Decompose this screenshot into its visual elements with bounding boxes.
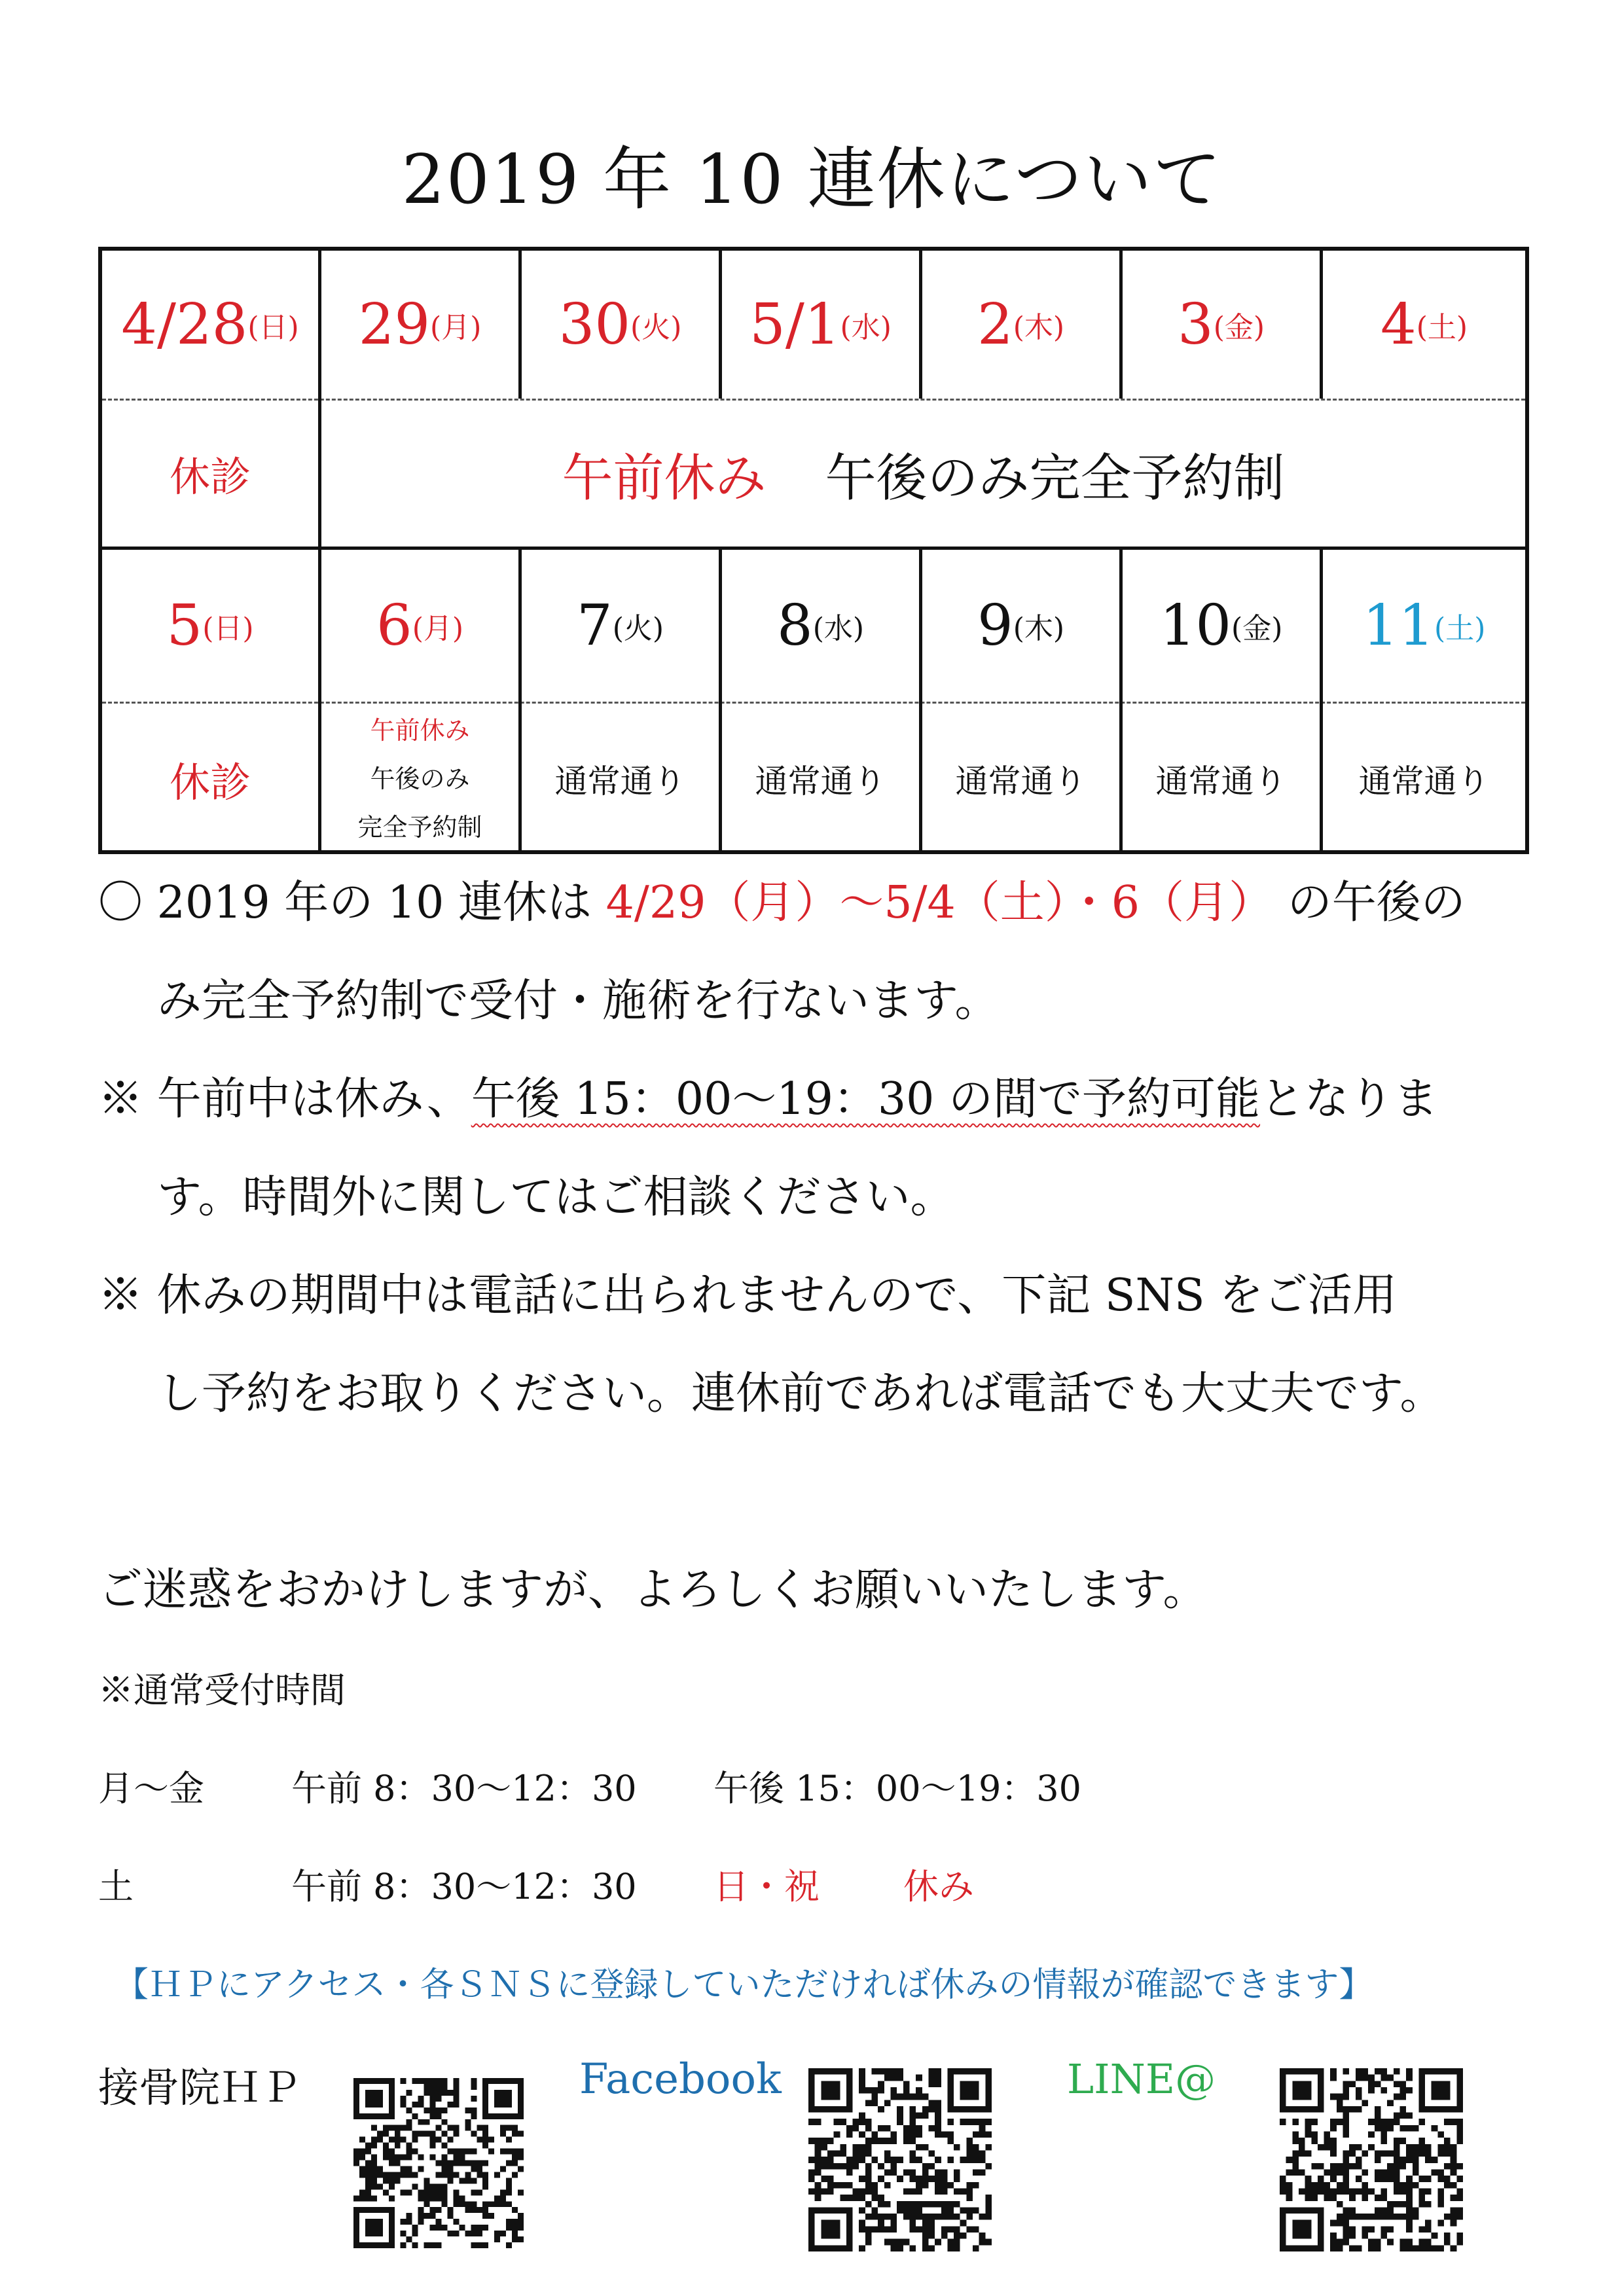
weekday-pm-hours: 午後 15：00〜19：30 <box>713 1768 1082 1809</box>
date-number: 11 <box>1362 593 1435 658</box>
normal-status: 通常通り <box>1358 762 1490 800</box>
date-number: 2 <box>977 292 1013 357</box>
partial-day-status <box>321 704 518 854</box>
weekday-label: (土) <box>1434 612 1486 645</box>
date-number: 8 <box>776 593 813 658</box>
date-number: 9 <box>977 593 1013 658</box>
date-number: 29 <box>358 292 431 357</box>
weekday-am-hours: 午前 8：30〜12：30 <box>291 1768 637 1809</box>
saturday-am-hours: 午前 8：30〜12：30 <box>291 1866 637 1907</box>
note-2-line-1 <box>98 1073 1438 1126</box>
weekday-label: (木) <box>1013 311 1065 344</box>
date-cell <box>1123 550 1320 702</box>
date-cell <box>1323 251 1525 399</box>
holiday-status: 休み <box>903 1866 974 1907</box>
line-qr-code[interactable] <box>1280 2068 1463 2251</box>
date-cell <box>922 550 1119 702</box>
weekday-label: 月〜金 <box>98 1768 204 1809</box>
access-banner: 【ＨＰにアクセス・各ＳＮＳに登録していただければ休みの情報が確認できます】 <box>115 1965 1373 2005</box>
pm-reserve-label: 午後のみ完全予約制 <box>825 448 1285 508</box>
weekday-label: (月) <box>412 612 464 645</box>
note-1-line-2: み完全予約制で受付・施術を行ないます。 <box>157 975 1000 1027</box>
note-2-suffix: となりま <box>1260 1073 1439 1125</box>
date-number: 10 <box>1159 593 1232 658</box>
am-closed-label: 午前休み <box>562 448 767 508</box>
date-number: 3 <box>1177 292 1214 357</box>
date-cell <box>722 550 919 702</box>
weekday-label: (水) <box>812 612 865 645</box>
closed-status: 休診 <box>169 758 251 806</box>
date-cell <box>1123 251 1320 399</box>
date-number: 5 <box>166 593 203 658</box>
normal-status: 通常通り <box>955 762 1087 800</box>
note-3-line-2: し予約をお取りください。連休前であれば電話でも大丈夫です。 <box>157 1368 1445 1420</box>
date-cell <box>321 550 518 702</box>
note-2-prefix: ※ 午前中は休み、 <box>98 1073 471 1125</box>
normal-status: 通常通り <box>554 762 686 800</box>
note-2-line-2: す。時間外に関してはご相談ください。 <box>157 1172 955 1223</box>
date-cell <box>522 251 719 399</box>
line-label[interactable]: LINE@ <box>1067 2055 1216 2103</box>
weekday-label: (日) <box>247 311 299 344</box>
date-number: 4/28 <box>121 292 248 357</box>
normal-status: 通常通り <box>1155 762 1287 800</box>
hours-heading: ※通常受付時間 <box>98 1670 346 1711</box>
pm-only-label: 午後のみ <box>370 764 470 793</box>
note-1-suffix: の午後の <box>1287 877 1466 929</box>
date-cell <box>722 251 919 399</box>
date-cell <box>321 251 518 399</box>
apology-text: ご迷惑をおかけしますが、よろしくお願いいたします。 <box>98 1564 1208 1616</box>
hp-qr-code[interactable] <box>353 2078 524 2248</box>
date-number: 5/1 <box>749 292 840 357</box>
note-2-underlined: 午後 15：00〜19：30 の間で予約可能 <box>471 1073 1261 1125</box>
note-1-prefix: 〇 2019 年の 10 連休は <box>98 877 592 929</box>
weekday-label: (火) <box>612 612 664 645</box>
weekday-label: (日) <box>202 612 254 645</box>
date-number: 4 <box>1380 292 1416 357</box>
date-number: 30 <box>558 292 631 357</box>
holiday-label: 日・祝 <box>713 1866 820 1907</box>
weekday-label: (木) <box>1013 612 1065 645</box>
note-1-dates: 4/29（月）〜5/4（土）・6（月） <box>605 877 1274 929</box>
weekday-label: (水) <box>840 311 892 344</box>
page-title: 2019 年 10 連休について <box>401 139 1223 219</box>
date-cell <box>1323 550 1525 702</box>
date-cell <box>922 251 1119 399</box>
weekday-label: (土) <box>1416 311 1468 344</box>
date-number: 6 <box>376 593 412 658</box>
normal-status: 通常通り <box>755 762 886 800</box>
note-1-line-1 <box>98 877 1466 929</box>
facebook-label[interactable]: Facebook <box>579 2055 782 2104</box>
date-cell <box>522 550 719 702</box>
hp-label: 接骨院ＨＰ <box>98 2064 302 2111</box>
date-cell <box>102 251 318 399</box>
date-cell <box>102 550 318 702</box>
am-closed-label: 午前休み <box>370 716 470 745</box>
date-number: 7 <box>576 593 613 658</box>
closed-status: 休診 <box>169 453 251 501</box>
weekday-label: (火) <box>630 311 682 344</box>
note-3-line-1: ※ 休みの期間中は電話に出られませんので、下記 SNS をご活用 <box>98 1270 1398 1321</box>
weekday-label: (月) <box>430 311 482 344</box>
calendar-table <box>98 247 1529 854</box>
holiday-hours-banner <box>321 401 1525 547</box>
facebook-qr-code[interactable] <box>808 2068 992 2251</box>
saturday-label: 土 <box>98 1866 134 1907</box>
weekday-label: (金) <box>1213 311 1265 344</box>
weekday-label: (金) <box>1231 612 1283 645</box>
reservation-label: 完全予約制 <box>357 813 482 842</box>
